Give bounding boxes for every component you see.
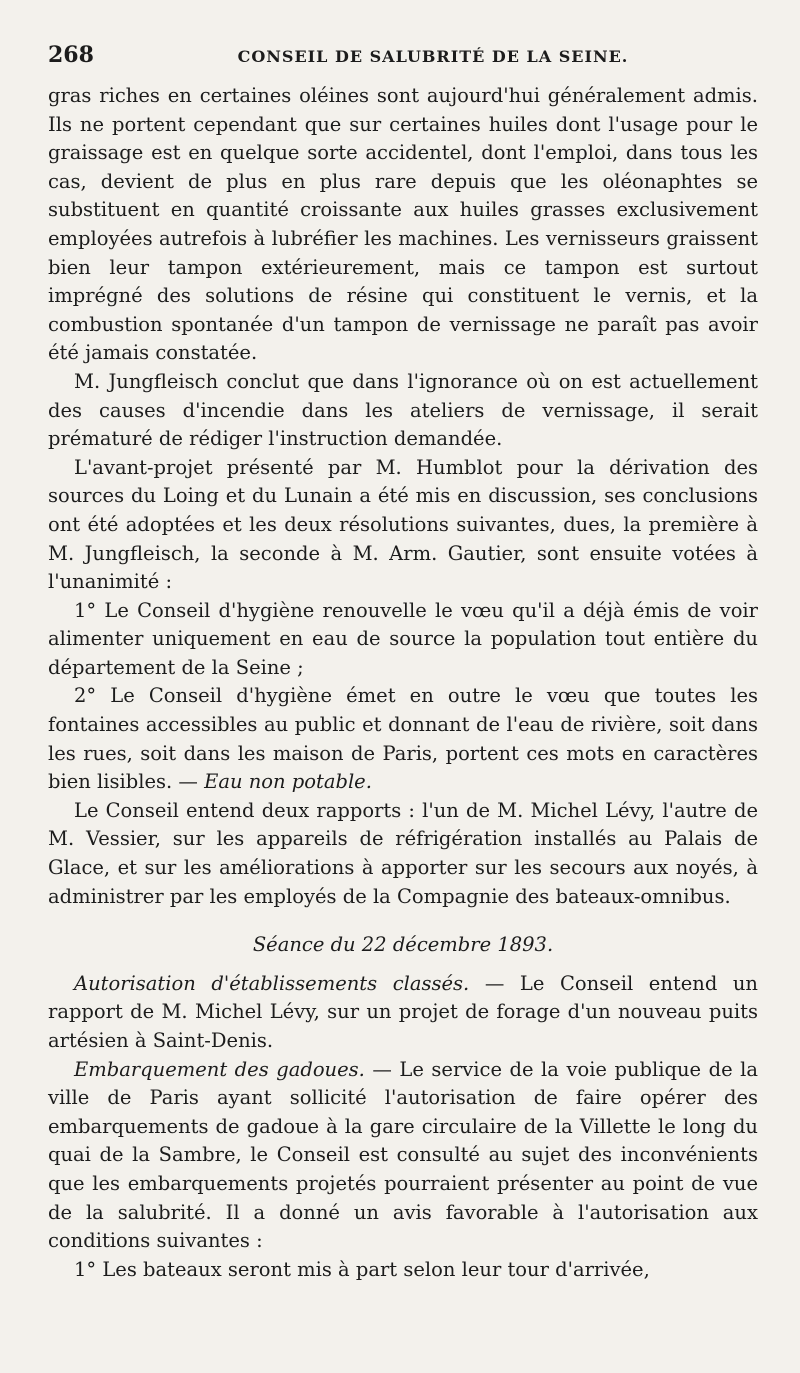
paragraph — [48, 682, 758, 796]
paragraph: 1° Le Conseil d'hygiène renouvelle le vœu qu'il a déjà émis de voir alimenter uniquement en eau de source la population tout entière du département de la Seine ; — [48, 598, 758, 679]
paragraph-text: 2° Le Conseil d'hygiène émet en outre le vœu que toutes les fontaines accessibles au public et donnant de l'eau de rivière, soit dans les rues, soit dans les maison de Paris, portent ces mots en caractères bien lisibles. — — [48, 684, 758, 794]
paragraph: gras riches en certaines oléines sont aujourd'hui généralement admis. Ils ne portent cependant que sur certaines huiles dont l'usage pour le graissage est en quelque sorte accidentel, dont l'emploi, dans tous les cas, devient de plus en plus rare depuis que les oléonaphtes se substituent en quantité croissante aux huiles grasses exclusivement employées autrefois à lubréfier les machines. Les vernisseurs graissent bien leur tampon extérieurement, mais ce tampon est surtout imprégné des solutions de résine qui constituent le vernis, et la combustion spontanée d'un tampon de vernissage ne paraît pas avoir été jamais constatée. — [48, 84, 758, 365]
paragraph: Le Conseil entend deux rapports : l'un de M. Michel Lévy, l'autre de M. Vessier, sur les appareils de réfrigération installés au Palais de Glace, et sur les améliorations à apporter sur les secours aux noyés, à administrer par les employés de la Compagnie des bateaux-omnibus. — [48, 798, 758, 908]
paragraph: M. Jungfleisch conclut que dans l'ignorance où on est actuellement des causes d'incendie dans les ateliers de vernissage, il serait prématuré de rédiger l'instruction demandée. — [48, 369, 758, 451]
paragraph-text: — Le service de la voie publique de la ville de Paris ayant sollicité l'autorisation de faire opérer des embarquements de gadoue à la gare circulaire de la Villette le long du quai de la Sambre, le Conseil est consulté au sujet des inconvénients que les embarquements projetés pourraient présenter au point de vue de la salubrité. Il a donné un avis favorable à l'autorisation aux conditions suivantes : — [48, 1057, 758, 1253]
body-text — [48, 82, 758, 1284]
paragraph: L'avant-projet présenté par M. Humblot pour la dérivation des sources du Loing et du Lunain a été mis en discussion, ses conclusions ont été adoptées et les deux résolutions suivantes, dues, la première à M. Jungfleisch, la seconde à M. Arm. Gautier, sont ensuite votées à l'unanimité : — [48, 455, 758, 594]
run-in-heading: Embarquement des gadoues. — [74, 1057, 365, 1081]
running-head — [48, 38, 758, 78]
run-in-heading: Autorisation d'établissements classés. — [74, 971, 470, 995]
paragraph-text: — Le Conseil entend un rapport de M. Michel Lévy, sur un projet de forage d'un nouveau puits artésien à Saint-Denis. — [48, 971, 758, 1052]
paragraph — [48, 1056, 758, 1256]
section-heading: Séance du 22 décembre 1893. — [252, 933, 554, 957]
running-title: CONSEIL DE SALUBRITÉ DE LA SEINE. — [237, 47, 629, 66]
paragraph — [48, 970, 758, 1056]
paragraph: 1° Les bateaux seront mis à part selon leur tour d'arrivée, — [74, 1257, 650, 1281]
italic-phrase: Eau non potable. — [204, 770, 372, 794]
page-number: 268 — [48, 42, 94, 68]
